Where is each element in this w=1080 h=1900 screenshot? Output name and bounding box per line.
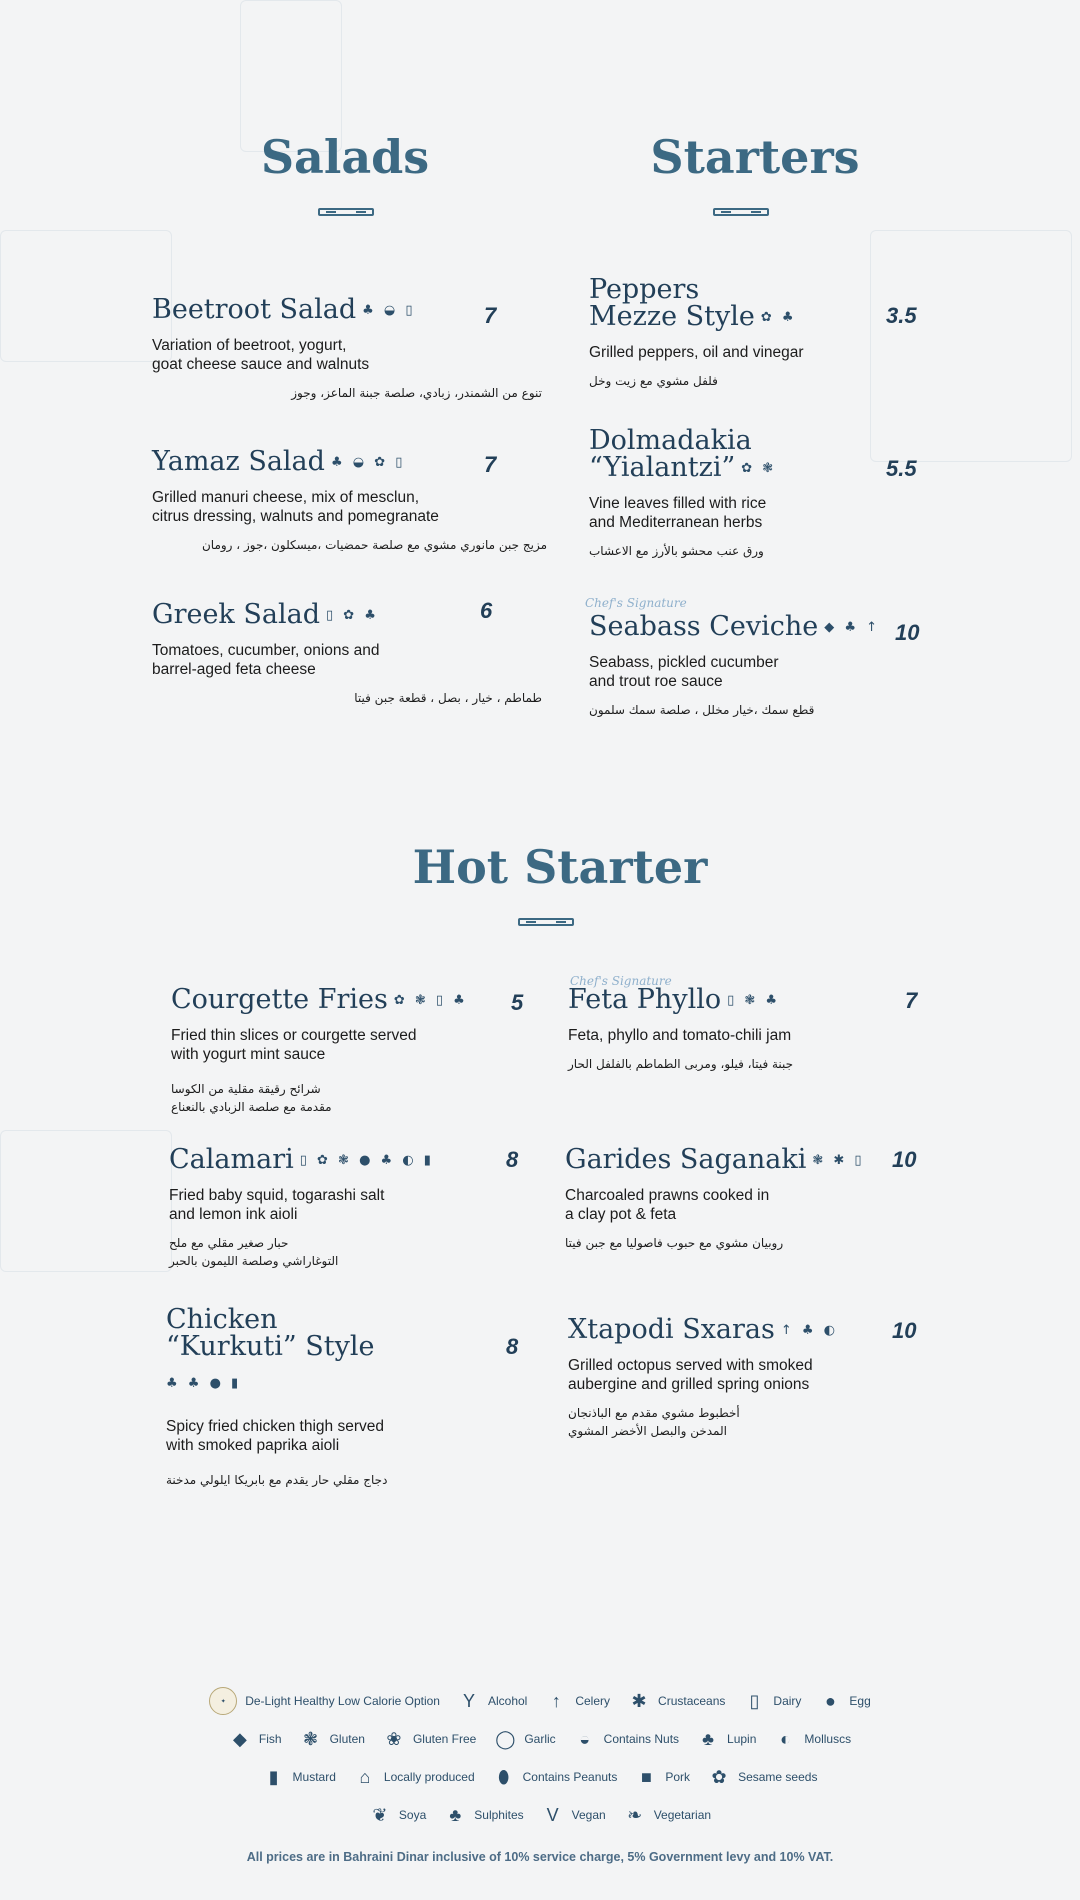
item-description: Feta, phyllo and tomato-chili jam <box>568 1027 792 1044</box>
legend-delight: ✦ De-Light Healthy Low Calorie Option <box>209 1687 440 1715</box>
price-courgette-fries: 5 <box>511 990 524 1015</box>
item-description-arabic: قطع سمك ،خيار مخلل ، صلصة سمك سلمون <box>589 703 815 717</box>
item-description: Fried baby squid, togarashi salt and lemon ink aioli <box>169 1187 385 1223</box>
allergen-icons: ▯ ❃ ♣ <box>727 993 781 1008</box>
item-description: Grilled manuri cheese, mix of mesclun, citrus dressing, walnuts and pomegranate <box>152 489 439 525</box>
legend-gluten: ❃ Gluten <box>300 1729 365 1750</box>
item-name: Calamari ▯ ✿ ❃ ● ♣ ◐ ▮ <box>169 1144 434 1175</box>
item-name: Garides Saganaki ❃ ✱ ▯ <box>565 1144 865 1175</box>
wheat-outline-icon: ❀ <box>386 1728 402 1749</box>
menu-item-peppers-mezze-style <box>589 276 879 390</box>
item-description: Vine leaves filled with rice and Mediterranean herbs <box>589 495 767 531</box>
mustard-bottle-icon: ▮ <box>268 1766 279 1787</box>
background-temple-sketch-bottom <box>0 1130 172 1272</box>
legend-row <box>0 1758 1080 1796</box>
item-description: Grilled peppers, oil and vinegar <box>589 344 804 361</box>
alcohol-icon: Y <box>462 1690 475 1711</box>
item-description-arabic: حبار صغير مقلي مع ملح التوغاراشي وصلصة الليمون بالحبر <box>169 1236 339 1268</box>
hot-starter-title: Hot Starter <box>412 840 708 894</box>
legend-vegetarian: ❧ Vegetarian <box>624 1805 711 1826</box>
item-name: Beetroot Salad ♣ ◒ ▯ <box>152 294 416 325</box>
item-description: Seabass, pickled cucumber and trout roe sauce <box>589 654 779 690</box>
legend-row <box>0 1720 1080 1758</box>
starters-divider <box>713 208 769 216</box>
item-description-arabic: طماطم ، خيار ، بصل ، قطعة جبن فيتا <box>354 691 542 705</box>
price-garides-saganaki: 10 <box>892 1147 917 1172</box>
price-yamaz-salad: 7 <box>484 452 497 477</box>
legend-egg: ● Egg <box>819 1691 870 1712</box>
legend-mustard: ▮ Mustard <box>263 1767 336 1788</box>
price-seabass-ceviche: 10 <box>895 620 920 645</box>
allergen-icons: ❃ ✱ ▯ <box>812 1153 865 1168</box>
garlic-icon: ◯ <box>495 1728 516 1749</box>
legend-crustaceans: ✱ Crustaceans <box>628 1691 725 1712</box>
price-calamari: 8 <box>506 1147 519 1172</box>
allergen-icons: ♣ ♣ ● ▮ <box>166 1376 242 1391</box>
allergen-icons: ✿ ♣ <box>760 310 797 325</box>
legend-garlic: ◯ Garlic <box>495 1728 556 1749</box>
item-name: Peppers Mezze Style ✿ ♣ <box>589 274 797 332</box>
allergen-legend <box>0 1682 1080 1834</box>
legend-sulphites: ♣ Sulphites <box>444 1805 523 1826</box>
item-description: Grilled octopus served with smoked aubergine and grilled spring onions <box>568 1357 813 1393</box>
item-description: Charcoaled prawns cooked in a clay pot & feta <box>565 1187 770 1223</box>
nut-icon: ◒ <box>579 1728 591 1749</box>
legend-row <box>0 1796 1080 1834</box>
item-description-arabic: شرائح رقيقة مقلية من الكوسا مقدمة مع صلصة الزبادي بالنعناع <box>171 1082 332 1114</box>
starters-title: Starters <box>650 130 860 184</box>
salads-title: Salads <box>260 130 430 184</box>
price-beetroot-salad: 7 <box>484 303 497 328</box>
menu-item-seabass-ceviche <box>589 613 889 719</box>
legend-local: ⌂ Locally produced <box>354 1767 475 1788</box>
menu-item-feta-phyllo <box>568 986 898 1073</box>
fish-icon: ◆ <box>232 1728 247 1749</box>
menu-item-courgette-fries <box>171 986 511 1116</box>
item-description-arabic: ورق عنب محشو بالأرز مع الاعشاب <box>589 544 764 558</box>
flask-icon: ♣ <box>449 1804 462 1825</box>
item-description: Fried thin slices or courgette served with yogurt mint sauce <box>171 1027 417 1063</box>
menu-item-dolmadakia-yialantzi <box>589 427 879 560</box>
vegan-icon: V <box>546 1804 559 1825</box>
menu-item-xtapodi-sxaras <box>568 1316 898 1440</box>
sesame-icon: ✿ <box>711 1766 727 1787</box>
milk-carton-icon: ▯ <box>749 1690 760 1711</box>
item-description: Spicy fried chicken thigh served with smoked paprika aioli <box>166 1418 384 1454</box>
legend-celery: ↑ Celery <box>545 1691 610 1712</box>
item-name: Yamaz Salad ♣ ◒ ✿ ▯ <box>152 446 406 477</box>
allergen-icons: ♣ ◒ ▯ <box>362 303 416 318</box>
legend-soya: ❦ Soya <box>369 1805 426 1826</box>
leaf-icon: ❧ <box>627 1804 643 1825</box>
pig-icon: ■ <box>640 1766 652 1787</box>
price-xtapodi-sxaras: 10 <box>892 1318 917 1343</box>
allergen-icons: ▯ ✿ ❃ ● ♣ ◐ ▮ <box>299 1153 434 1168</box>
shell-icon: ◐ <box>779 1728 791 1749</box>
menu-item-chicken-kurkuti-style <box>166 1306 496 1489</box>
legend-lupin: ♣ Lupin <box>697 1729 756 1750</box>
allergen-icons: ✿ ❃ <box>741 461 777 476</box>
item-description: Tomatoes, cucumber, onions and barrel-aged feta cheese <box>152 642 380 678</box>
allergen-icons: ♣ ◒ ✿ ▯ <box>330 455 406 470</box>
legend-alcohol: Y Alcohol <box>458 1691 527 1712</box>
egg-icon: ● <box>824 1690 836 1711</box>
allergen-icons: ✿ ❃ ▯ ♣ <box>393 993 468 1008</box>
item-name: Dolmadakia “Yialantzi” ✿ ❃ <box>589 425 777 483</box>
item-description-arabic: دجاج مقلي حار يقدم مع بابريكا ايلولي مدخنة <box>166 1473 388 1487</box>
price-greek-salad: 6 <box>480 598 493 623</box>
hot-starter-divider <box>518 918 574 926</box>
price-peppers-mezze-style: 3.5 <box>886 303 917 328</box>
legend-dairy: ▯ Dairy <box>743 1691 801 1712</box>
item-description-arabic: روبيان مشوي مع حبوب فاصوليا مع جبن فيتا <box>565 1236 784 1250</box>
salads-divider <box>318 208 374 216</box>
item-name: Xtapodi Sxaras ↑ ♣ ◐ <box>568 1314 839 1345</box>
item-description: Variation of beetroot, yogurt, goat cheese sauce and walnuts <box>152 337 370 373</box>
item-description-arabic: تنوع من الشمندر، زبادي، صلصة جبنة الماعز، وجوز <box>291 386 542 400</box>
lupin-icon: ♣ <box>702 1728 714 1749</box>
peanut-icon: ⬮ <box>497 1766 510 1787</box>
item-name: Feta Phyllo ▯ ❃ ♣ <box>568 984 781 1015</box>
legend-row <box>0 1682 1080 1720</box>
wheat-icon: ❃ <box>303 1728 319 1749</box>
legend-gluten-free: ❀ Gluten Free <box>383 1729 476 1750</box>
item-description-arabic: مزيج جبن مانوري مشوي مع صلصة حمضيات ،ميسكلون ،جوز ، رومان <box>201 538 547 552</box>
price-dolmadakia-yialantzi: 5.5 <box>886 456 917 481</box>
legend-molluscs: ◐ Molluscs <box>774 1729 851 1750</box>
legend-fish: ◆ Fish <box>229 1729 282 1750</box>
menu-item-calamari <box>169 1146 509 1270</box>
item-description-arabic: جبنة فيتا، فيلو، ومربى الطماطم بالفلفل الحار <box>568 1057 794 1071</box>
chefs-signature-label: Chef's Signature <box>570 974 672 988</box>
item-description-arabic: أخطبوط مشوي مقدم مع الباذنجان المدخن والبصل الأخضر المشوي <box>568 1406 740 1438</box>
delight-logo-icon: ✦ <box>209 1687 237 1715</box>
price-disclaimer: All prices are in Bahraini Dinar inclusive of 10% service charge, 5% Government levy and 10% VAT. <box>246 1850 834 1864</box>
background-temple-sketch-left <box>0 230 172 362</box>
legend-peanuts: ⬮ Contains Peanuts <box>493 1767 618 1788</box>
item-name: Chicken “Kurkuti” Style ♣ ♣ ● ▮ <box>166 1306 496 1397</box>
soya-icon: ❦ <box>372 1804 388 1825</box>
item-name: Greek Salad ▯ ✿ ♣ <box>152 599 379 630</box>
allergen-icons: ↑ ♣ ◐ <box>780 1323 839 1338</box>
local-house-icon: ⌂ <box>359 1766 371 1787</box>
allergen-icons: ▯ ✿ ♣ <box>326 608 379 623</box>
background-temple-sketch-right <box>870 230 1072 462</box>
chefs-signature-label: Chef's Signature <box>585 596 687 610</box>
crab-icon: ✱ <box>631 1690 647 1711</box>
legend-nuts: ◒ Contains Nuts <box>574 1729 679 1750</box>
price-chicken-kurkuti-style: 8 <box>506 1334 519 1359</box>
item-name: Seabass Ceviche ◆ ♣ ↑ <box>589 611 881 642</box>
legend-sesame: ✿ Sesame seeds <box>708 1767 817 1788</box>
legend-pork: ■ Pork <box>635 1767 690 1788</box>
legend-vegan: V Vegan <box>542 1805 606 1826</box>
allergen-icons: ◆ ♣ ↑ <box>824 620 881 635</box>
price-feta-phyllo: 7 <box>905 988 918 1013</box>
item-name: Courgette Fries ✿ ❃ ▯ ♣ <box>171 984 468 1015</box>
celery-icon: ↑ <box>551 1690 561 1711</box>
menu-item-garides-saganaki <box>565 1146 905 1252</box>
item-description-arabic: فلفل مشوي مع زيت وخل <box>589 374 718 388</box>
